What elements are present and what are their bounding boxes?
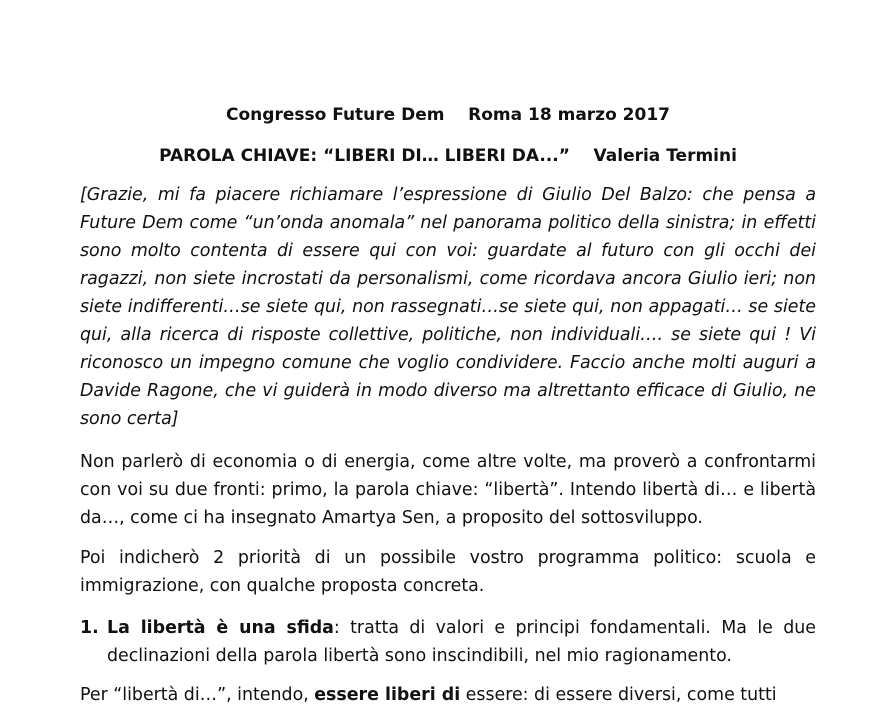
paragraph-1: Non parlerò di economia o di energia, come altre volte, ma proverò a confrontarmi con voi su due fronti: primo, la parola chiave: “libertà”. Intendo libertà di… e libertà da…, come ci ha insegnato Amartya Sen, a proposito del sottosviluppo. xyxy=(80,452,816,528)
header-line-2: PAROLA CHIAVE: “LIBERI DI… LIBERI DA...” Valeria Termini xyxy=(159,146,737,166)
paragraph-3-bold: essere liberi di xyxy=(314,685,461,705)
list-item-bold: La libertà è una sfida xyxy=(107,618,334,638)
list-number: 1. xyxy=(80,618,99,638)
list-item-rest: : tratta di valori e principi fondamentali. Ma le due declinazioni della parola libertà sono inscindibili, nel mio ragionamento. xyxy=(107,618,816,666)
list-item-body xyxy=(107,614,816,670)
paragraph-3-lead: Per “libertà di…”, intendo, xyxy=(80,685,315,705)
list-item-1 xyxy=(80,614,816,670)
paragraph-2: Poi indicherò 2 priorità di un possibile vostro programma politico: scuola e immigrazione, con qualche proposta concreta. xyxy=(80,548,816,596)
intro-paragraph: [Grazie, mi fa piacere richiamare l’espressione di Giulio Del Balzo: che pensa a Future Dem come “un’onda anomala” nel panorama politico della sinistra; in effetti sono molto contenta di essere qui con voi: guardate al futuro con gli occhi dei ragazzi, non siete incrostati da personalismi, come ricordava ancora Giulio ieri; non siete indifferenti…se siete qui, non rassegnati…se siete qui, non appagati… se siete qui, alla ricerca di risposte collettive, politiche, non individuali…. se siete qui ! Vi riconosco un impegno comune che voglio condividere. Faccio anche molti auguri a Davide Ragone, che vi guiderà in modo diverso ma altrettanto efficace di Giulio, ne sono certa] xyxy=(80,185,816,429)
paragraph-3 xyxy=(80,681,816,709)
paragraph-3-rest: essere: di essere diversi, come tutti xyxy=(460,685,777,705)
header-line-1: Congresso Future Dem Roma 18 marzo 2017 xyxy=(226,105,670,125)
